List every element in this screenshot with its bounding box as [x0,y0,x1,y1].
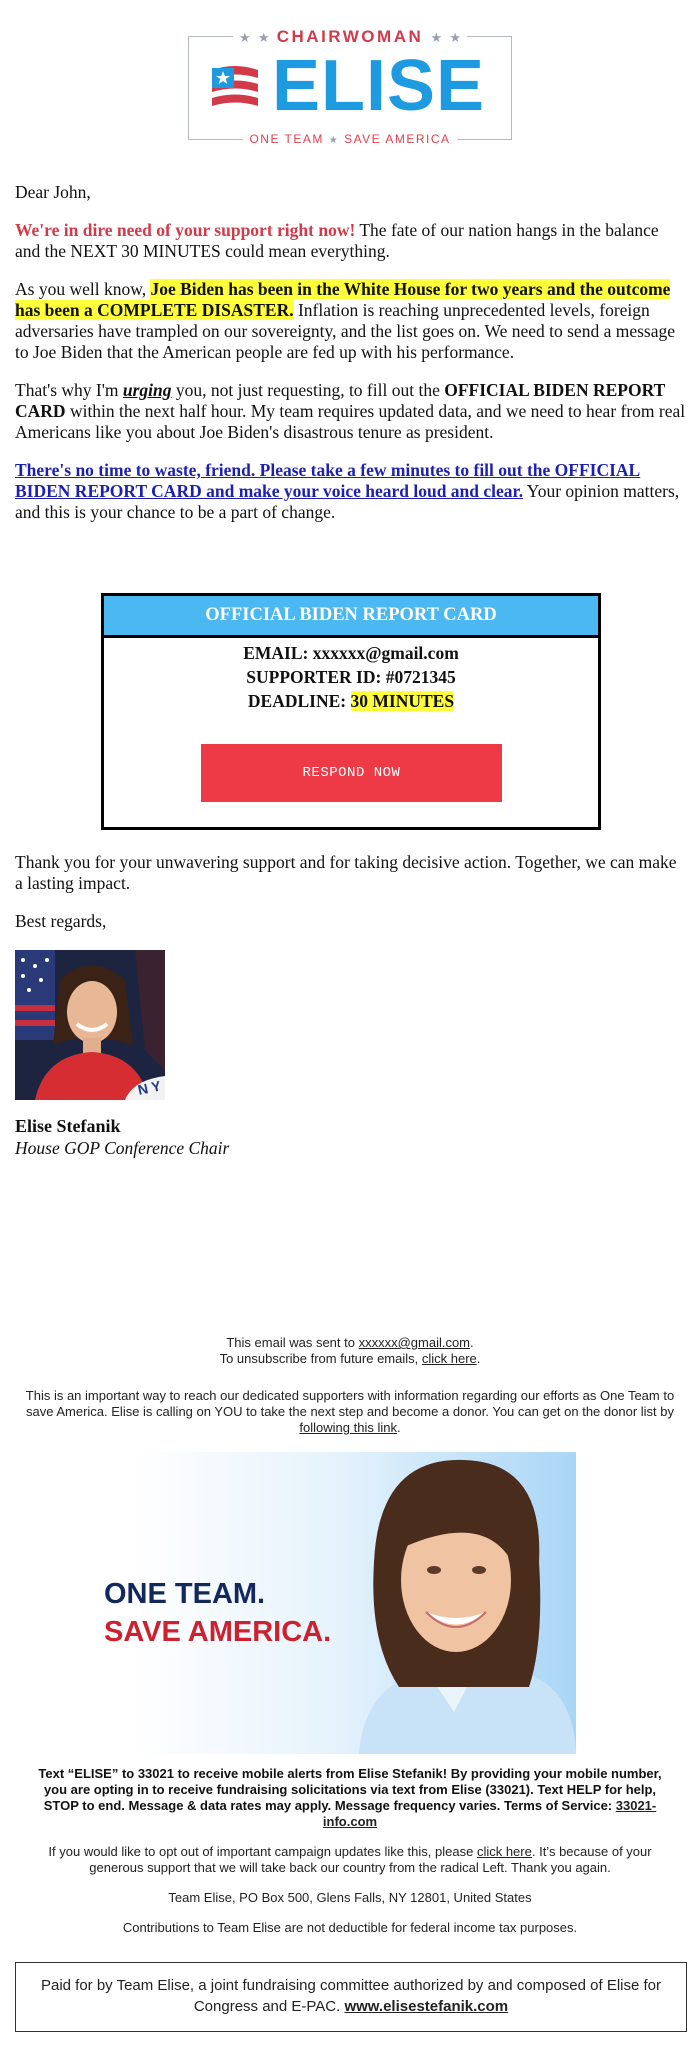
report-card-box [101,593,601,830]
optout-paragraph [20,1844,680,1876]
donor-suffix: . [396,1420,401,1435]
paragraph-3 [15,380,687,443]
closing [15,852,687,949]
paid-for-box [15,1962,687,2032]
star-icon: ★ [257,30,270,45]
star-icon: ★ [238,30,251,45]
donor-paragraph [20,1388,680,1436]
logo-top-row [188,27,512,47]
unsubscribe-prefix: To unsubscribe from future emails, [219,1351,422,1366]
donor-list-link[interactable]: following this link [299,1420,397,1435]
star-icon: ★ [449,30,462,45]
optout-suffix: . It’s because of your generous support that we will take back our country from the radical Left. Thank you again. [89,1844,652,1875]
paragraph-3-start: That's why I'm [15,380,123,400]
chairwoman-elise-logo [188,27,512,146]
flag-e-icon [208,60,262,116]
greeting: Dear John, [15,182,91,202]
optout-prefix: If you would like to opt out of important campaign updates like this, please [48,1844,477,1859]
deadline-line [104,689,598,713]
letter-body [15,182,687,540]
signoff: Best regards, [15,911,107,931]
logo-tagline [188,130,512,148]
supporter-id-line: SUPPORTER ID: #0721345 [246,667,456,687]
recipient-email-link[interactable]: xxxxxx@gmail.com [358,1335,471,1350]
paragraph-1-text: The fate of our nation hangs in the balance and the NEXT 30 MINUTES could mean everything. [15,220,659,261]
paragraph-1 [15,220,687,262]
logo-tagline-left: ONE TEAM [249,132,324,146]
star-icon: ★ [430,30,443,45]
logo-tagline-right: SAVE AMERICA [344,132,451,146]
paragraph-3-mid: you, not just requesting, to fill out the [171,380,445,400]
thanks-paragraph: Thank you for your unwavering support and for taking decisive action. Together, we can make a lasting impact. [15,852,677,893]
sent-to-suffix: . [470,1335,474,1350]
paragraph-2-start: As you well know, [15,279,151,299]
paragraph-4 [15,460,687,523]
respond-now-button[interactable]: RESPOND NOW [201,744,502,802]
sms-disclaimer [26,1766,674,1830]
paid-for-text: Paid for by Team Elise, a joint fundraising committee authorized by and composed of Elise for Congress and E-PAC. [40,1977,662,2015]
report-card-details [104,641,598,713]
report-card-title: OFFICIAL BIDEN REPORT CARD [104,596,598,638]
logo-name: ELISE [272,46,486,126]
deadline-label: DEADLINE: [247,691,351,711]
sms-text: Text “ELISE” to 33021 to receive mobile alerts from Elise Stefanik! By providing your mobile number, you are opting in to receive fundraising solicitations via text from Elise (33021). Text HELP for help, STOP to end. Message & data rates may apply. Message frequency varies. Terms of Service: [38,1766,662,1813]
footer-sent-to [20,1335,680,1367]
donor-text: This is an important way to reach our dedicated supporters with information regarding our efforts as One Team to save America. Elise is calling on YOU to take the next step and become a donor. You can get on the donor list by [25,1388,675,1419]
sent-to-prefix: This email was sent to [226,1335,359,1350]
logo-top-label [233,27,467,46]
one-team-banner [104,1452,576,1754]
unsubscribe-link[interactable]: click here [421,1351,477,1366]
urging-emphasis: urging [122,380,172,400]
banner-line-1: ONE TEAM. [104,1578,266,1610]
email-line: EMAIL: xxxxxx@gmail.com [243,643,459,663]
report-card-mention: OFFICIAL BIDEN REPORT CARD [15,380,665,421]
elise-stefanik-photo [15,950,165,1100]
report-card-link[interactable]: There's no time to waste, friend. Please take a few minutes to fill out the OFFICIAL BIDEN REPORT CARD and make your voice heard loud and clear. [15,460,641,501]
unsubscribe-line [20,1351,680,1367]
unsubscribe-suffix: . [476,1351,481,1366]
optout-link[interactable]: click here [476,1844,532,1859]
mailing-address: Team Elise, PO Box 500, Glens Falls, NY 12801, United States [168,1890,532,1905]
paragraph-2 [15,279,687,363]
deadline-value: 30 MINUTES [350,691,455,711]
tax-disclaimer: Contributions to Team Elise are not deductible for federal income tax purposes. [122,1920,578,1935]
paragraph-3-text: within the next half hour. My team requires updated data, and we need to hear from real Americans like you about Joe Biden's disastrous tenure as president. [15,401,686,442]
star-icon: ★ [328,135,340,146]
paragraph-2-text: Inflation is reaching unprecedented levels, foreign adversaries have trampled on our sovereignty, and the list goes on. We need to send a message to Joe Biden that the American people are fed up with his performance. [15,300,675,362]
terms-of-service-link[interactable]: 33021-info.com [322,1798,657,1829]
website-link[interactable]: www.elisestefanik.com [344,1998,509,2015]
paragraph-4-text: Your opinion matters, and this is your chance to be a part of change. [15,481,680,522]
svg-text:N Y: N Y [136,1077,163,1098]
banner-line-2: SAVE AMERICA. [104,1616,332,1648]
signer-title: House GOP Conference Chair [15,1138,230,1158]
logo-chairwoman-text: CHAIRWOMAN [276,27,424,46]
signer-name: Elise Stefanik [15,1116,121,1136]
urgent-lead: We're in dire need of your support right now! [15,220,356,240]
sent-to-line [20,1335,680,1351]
highlighted-claim: Joe Biden has been in the White House for two years and the outcome has been a COMPLETE DISASTER. [15,279,671,320]
